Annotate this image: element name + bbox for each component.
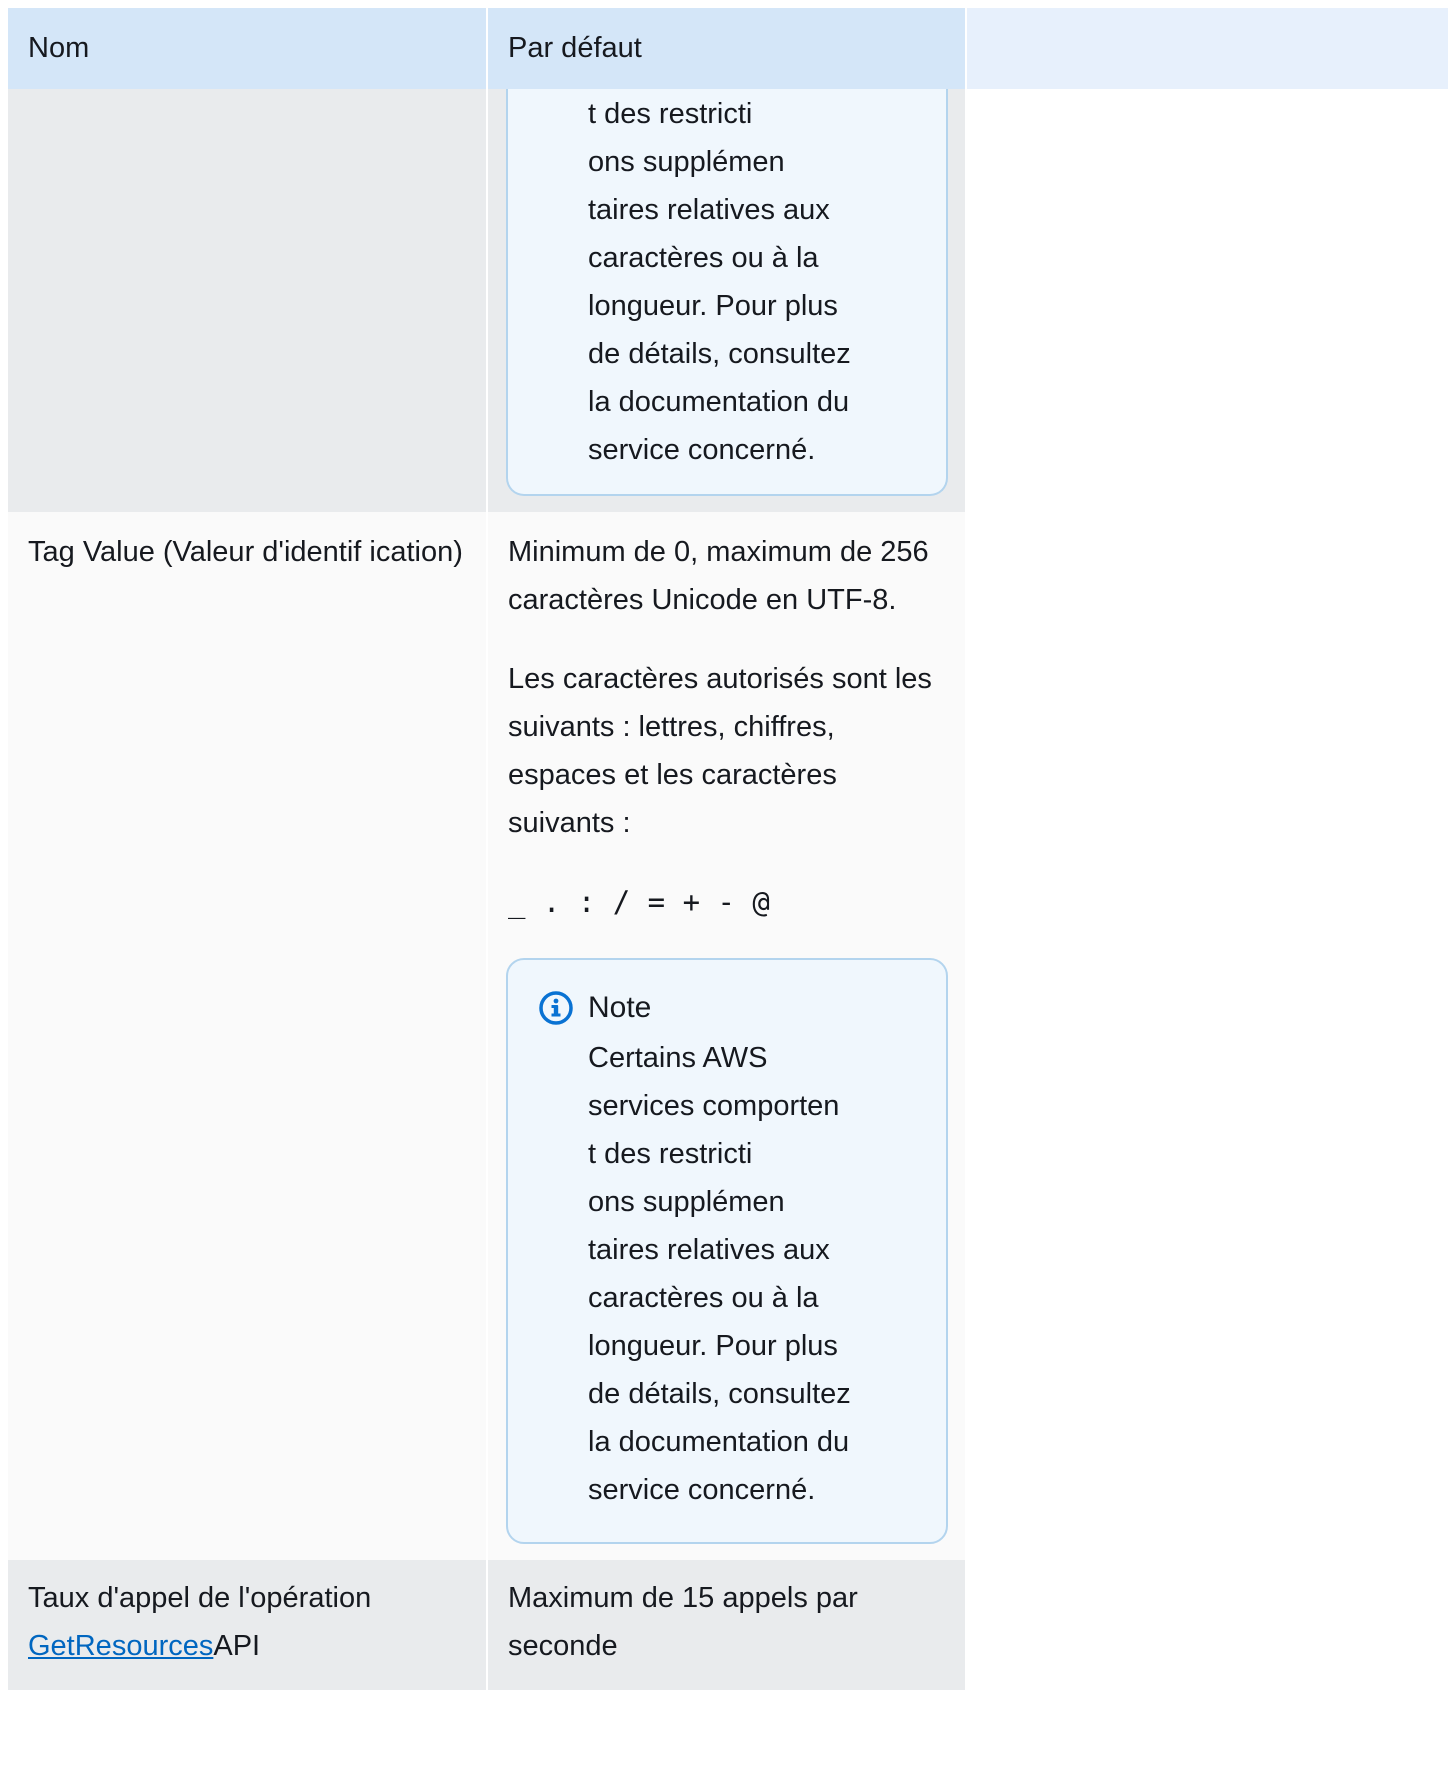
note-line: ons supplémen: [588, 1186, 785, 1218]
table-cell-name: [8, 1560, 487, 1690]
note-line: ons supplémen: [588, 146, 785, 178]
rate-name-prefix: Taux d'appel de l'opération: [28, 1582, 372, 1614]
note-line: de détails, consultez: [588, 338, 851, 370]
note-line: service concerné.: [588, 434, 816, 466]
note-line: t des restricti: [588, 1138, 753, 1170]
table-cell-extra: [966, 1560, 1448, 1690]
getresources-link[interactable]: GetResources: [28, 1630, 214, 1662]
table-header-row: [8, 8, 1448, 89]
table-cell-default: [487, 512, 966, 1560]
table-cell-extra: [966, 512, 1448, 1560]
note-line: caractères ou à la: [588, 242, 819, 274]
info-icon: [538, 990, 574, 1026]
limits-table: [8, 8, 1448, 1690]
note-line: caractères ou à la: [588, 1282, 819, 1314]
note-line: taires relatives aux: [588, 194, 830, 226]
column-header-default: Par défaut: [487, 8, 966, 89]
table-row: [8, 89, 1448, 512]
note-line: la documentation du: [588, 386, 850, 418]
rate-default-text: Maximum de 15 appels par seconde: [508, 1582, 858, 1662]
table-row: [8, 512, 1448, 1560]
note-line: t des restricti: [588, 98, 753, 130]
note-title: Note: [588, 991, 652, 1024]
tag-value-name: Tag Value (Valeur d'identif ication): [28, 536, 463, 568]
rate-name-suffix: API: [213, 1630, 261, 1662]
note-line: longueur. Pour plus: [588, 1330, 838, 1362]
table-cell-default: [487, 89, 966, 512]
column-header-name: Nom: [8, 8, 487, 89]
note-line: Certains AWS: [588, 1042, 768, 1074]
table-cell-name: [8, 512, 487, 1560]
table-row: [8, 1560, 1448, 1690]
tag-value-allowed-text: Les caractères autorisés sont les suivants : lettres, chiffres, espaces et les caractères suivants :: [508, 663, 932, 839]
table-cell-name: [8, 89, 487, 512]
note-box: [506, 958, 948, 1544]
note-box-continued: [506, 89, 948, 496]
note-line: de détails, consultez: [588, 1378, 851, 1410]
note-line: taires relatives aux: [588, 1234, 830, 1266]
table-cell-default: [487, 1560, 966, 1690]
note-line: la documentation du: [588, 1426, 850, 1458]
tag-value-length-text: Minimum de 0, maximum de 256 caractères Unicode en UTF-8.: [508, 536, 929, 616]
note-line: longueur. Pour plus: [588, 290, 838, 322]
note-line: service concerné.: [588, 1474, 816, 1506]
column-header-extra: [966, 8, 1448, 89]
note-line: services comporten: [588, 1090, 840, 1122]
table-cell-extra: [966, 89, 1448, 512]
allowed-characters: _ . : / = + - @: [508, 885, 770, 919]
note-body: [588, 89, 916, 474]
note-body: [588, 1034, 916, 1514]
